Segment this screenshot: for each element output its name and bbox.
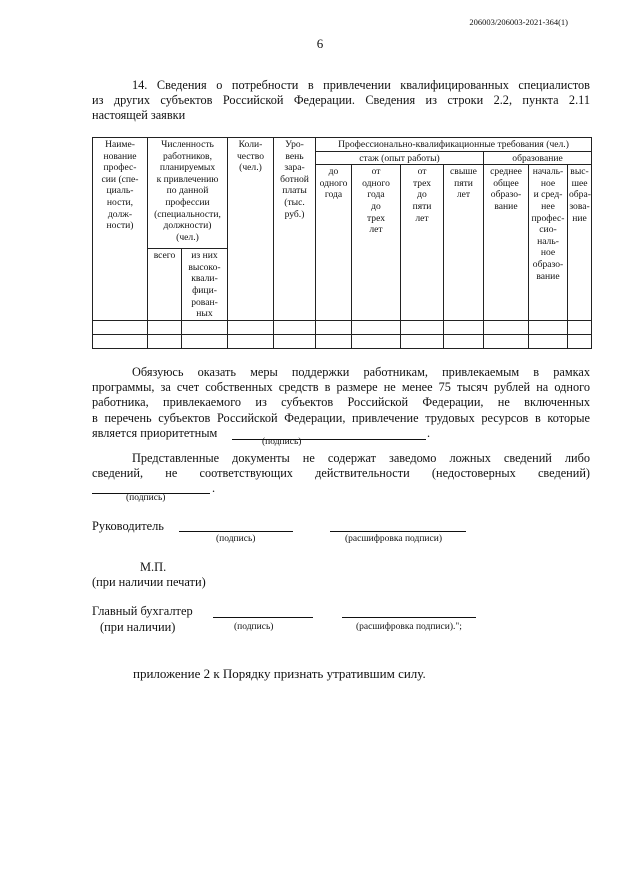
stamp-label: М.П. [140, 560, 167, 574]
table-cell[interactable] [93, 335, 148, 349]
director-decode-caption: (расшифровка подписи) [345, 534, 442, 544]
page-number: 6 [316, 36, 324, 51]
header-line: образо- [532, 258, 564, 270]
header-line: сио- [539, 224, 557, 236]
header-quantity [228, 138, 274, 321]
header-line: образо- [490, 189, 522, 201]
header-line: чество [236, 150, 265, 162]
header-line: профес- [103, 162, 137, 174]
header-line: наль- [537, 235, 559, 247]
table-cell[interactable] [444, 335, 484, 349]
header-line: одного [362, 177, 390, 189]
table-cell[interactable] [274, 321, 316, 335]
header-exp-over-five-text [445, 166, 482, 201]
header-line: трех [412, 177, 432, 189]
header-experience: стаж (опыт работы) [316, 151, 484, 165]
header-line: обра- [569, 189, 591, 201]
table-cell[interactable] [568, 335, 592, 349]
header-line: рован- [191, 296, 218, 308]
table-cell[interactable] [568, 321, 592, 335]
director-decode-line[interactable] [330, 531, 466, 532]
table-cell[interactable] [444, 321, 484, 335]
header-line: года [324, 189, 343, 201]
table-cell[interactable] [148, 335, 182, 349]
table-cell[interactable] [316, 335, 352, 349]
header-line: от [371, 166, 381, 178]
header-planned-count [148, 138, 228, 249]
commitment-signature-caption: (подпись) [262, 437, 302, 447]
table-cell[interactable] [484, 321, 529, 335]
header-total: всего [148, 249, 182, 321]
header-salary-text [275, 139, 314, 220]
header-line: пяти [412, 200, 432, 212]
director-signature-caption: (подпись) [216, 534, 256, 544]
header-line: (чел.) [239, 162, 262, 174]
header-line: циаль- [106, 185, 134, 197]
table-row [93, 335, 592, 349]
header-line: среднее [490, 166, 522, 178]
header-edu-higher [568, 165, 592, 321]
section-14-line-3: настоящей заявки [92, 108, 186, 123]
accountant-signature-caption: (подпись) [234, 622, 274, 632]
header-line: фици- [192, 284, 217, 296]
declaration-paragraph [92, 451, 590, 496]
commitment-line-5-row [92, 426, 590, 441]
table-cell[interactable] [182, 335, 228, 349]
header-line: ние [572, 212, 587, 224]
director-signature-line[interactable] [179, 531, 293, 532]
declaration-signature-caption: (подпись) [126, 493, 166, 503]
header-highly-qualified-text [183, 250, 226, 320]
commitment-line-2: программы, за счет собственных средств в размере не менее 75 тысяч рублей на одного [92, 380, 590, 395]
header-line: лет [415, 212, 429, 224]
header-line: нее [541, 200, 555, 212]
header-line: пяти [454, 177, 473, 189]
table-cell[interactable] [93, 321, 148, 335]
director-label: Руководитель [92, 519, 164, 533]
table-row [93, 321, 592, 335]
table-cell[interactable] [401, 321, 444, 335]
header-line: высоко- [188, 261, 221, 273]
header-line: свыше [450, 166, 477, 178]
header-exp-three-to-five [401, 165, 444, 321]
header-line: вание [494, 200, 518, 212]
requirements-table [92, 137, 592, 349]
header-line: ных [196, 308, 213, 320]
declaration-end-punct: . [212, 481, 216, 496]
table-cell[interactable] [401, 335, 444, 349]
section-14-heading [92, 78, 590, 124]
header-profession [93, 138, 148, 321]
header-exp-three-to-five-text [402, 166, 442, 224]
header-line: выс- [570, 166, 589, 178]
header-line: общее [493, 177, 519, 189]
header-line: Численность [161, 139, 214, 150]
header-edu-higher-text [569, 166, 590, 224]
commitment-line-3: работника, привлекаемого из субъектов Российской Федерации, не включенных [92, 395, 590, 410]
header-line: лет [369, 224, 383, 236]
header-line: вание [536, 270, 560, 282]
header-requirements: Профессионально-квалификационные требования (чел.) [316, 138, 592, 152]
header-line: года [367, 189, 385, 201]
header-line: Уро- [285, 139, 304, 150]
table-cell[interactable] [352, 321, 401, 335]
header-line: к привлечению [156, 173, 219, 185]
header-line: лет [456, 189, 471, 201]
accountant-signature-line[interactable] [213, 617, 313, 618]
header-line: долж- [107, 208, 133, 220]
header-education: образование [484, 151, 592, 165]
header-line: ности, [106, 196, 134, 208]
header-line: из них [191, 250, 218, 262]
header-exp-one-to-three-text [353, 166, 399, 236]
header-line: трех [366, 212, 386, 224]
table-cell[interactable] [148, 321, 182, 335]
header-quantity-text [229, 139, 272, 174]
header-line: одного [319, 177, 348, 189]
header-line: и сред- [533, 189, 563, 201]
header-line: ное [540, 177, 556, 189]
table-cell[interactable] [529, 335, 568, 349]
header-line: профессии [165, 196, 210, 208]
header-line: платы [282, 185, 307, 197]
header-line: (тыс. [284, 196, 305, 208]
header-highly-qualified [182, 249, 228, 321]
document-number: 206003/206003-2021-364(1) [469, 17, 568, 27]
header-line: нование [103, 150, 137, 162]
header-line: вень [285, 150, 304, 162]
header-line: профес- [531, 212, 565, 224]
header-line: до [417, 189, 427, 201]
stamp-note: (при наличии печати) [92, 575, 206, 589]
header-profession-text [94, 139, 146, 232]
declaration-line-1: Представленные документы не содержат заведомо ложных сведений либо [132, 451, 590, 465]
header-line: Наиме- [105, 139, 135, 150]
header-planned-count-text [149, 139, 226, 243]
accountant-decode-caption: (расшифровка подписи)."; [356, 622, 462, 632]
accountant-decode-line[interactable] [342, 617, 476, 618]
header-line: от [417, 166, 427, 178]
commitment-line-4: в перечень субъектов Российской Федерации, привлечение трудовых ресурсов в которые [92, 410, 590, 425]
header-line: (специальности, [154, 208, 221, 220]
header-line: планируемых [159, 162, 216, 174]
header-line: сии (спе- [101, 173, 139, 185]
header-exp-under-one [316, 165, 352, 321]
header-line: работников, [163, 150, 212, 162]
commitment-line-1: Обязуюсь оказать меры поддержки работникам, привлекаемым в рамках [132, 365, 590, 379]
header-line: квали- [191, 273, 218, 285]
header-line: Коли- [238, 139, 263, 150]
header-edu-vocational-text [530, 166, 566, 282]
header-line: ботной [280, 173, 309, 185]
header-exp-under-one-text [317, 166, 350, 201]
accountant-label: Главный бухгалтер [92, 604, 193, 618]
accountant-note: (при наличии) [100, 620, 176, 634]
final-statement: приложение 2 к Порядку признать утратившим силу. [133, 666, 426, 681]
header-edu-general [484, 165, 529, 321]
header-line: ное [540, 247, 556, 259]
header-line: должности) [163, 220, 212, 232]
header-exp-over-five [444, 165, 484, 321]
commitment-line-5: является приоритетным [92, 425, 218, 440]
header-edu-vocational [529, 165, 568, 321]
header-salary [274, 138, 316, 321]
commitment-paragraph [92, 365, 590, 441]
header-line: до [371, 200, 381, 212]
table-cell[interactable] [352, 335, 401, 349]
header-line: руб.) [284, 208, 305, 220]
header-line: шее [571, 177, 588, 189]
table-cell[interactable] [529, 321, 568, 335]
header-exp-one-to-three [352, 165, 401, 321]
table-cell[interactable] [182, 321, 228, 335]
declaration-line-2: сведений, не соответствующих действительности (недостоверных сведений) [92, 466, 590, 481]
table-cell[interactable] [228, 335, 274, 349]
table-cell[interactable] [484, 335, 529, 349]
header-line: зова- [569, 200, 590, 212]
section-14-line-1: 14. Сведения о потребности в привлечении квалифицированных специалистов [132, 78, 590, 92]
table-cell[interactable] [228, 321, 274, 335]
table-cell[interactable] [274, 335, 316, 349]
commitment-end-punct: . [427, 425, 431, 440]
header-line: по данной [166, 185, 209, 197]
declaration-sign-row [92, 481, 590, 496]
section-14-line-2: из других субъектов Российской Федерации. Сведения из строки 2.2, пункта 2.11 [92, 93, 590, 108]
header-edu-general-text [485, 166, 527, 212]
header-line: зара- [284, 162, 305, 174]
header-line: началь- [532, 166, 564, 178]
table-cell[interactable] [316, 321, 352, 335]
header-line: (чел.) [176, 231, 199, 243]
header-line: ности) [106, 220, 134, 232]
header-line: до [328, 166, 339, 178]
